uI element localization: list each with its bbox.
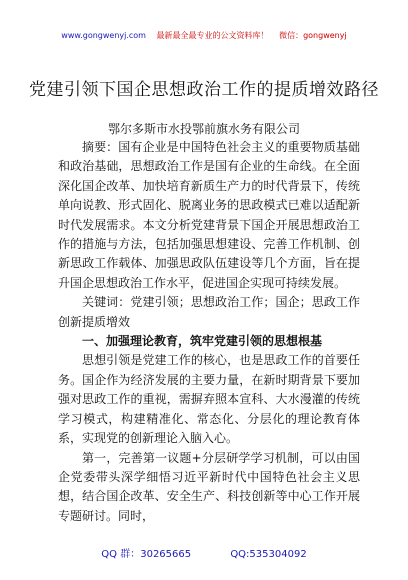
wechat-id: 微信：gongwenyj [279,31,347,40]
qq-number: QQ:535304092 [230,549,307,560]
site-url[interactable]: www.gongwenyj.com [61,31,146,40]
site-banner [0,30,408,41]
body-paragraph-1: 思想引领是党建工作的核心，也是思政工作的首要任务。国企作为经济发展的主要力量，在新时期背景下要加强对思政工作的重视，需摒弃照本宣科、大水漫灌的传统学习模式，构建精准化、常态化、分层化的理论教育体系，实现党的创新理论入脑入心。 [58,353,360,446]
document-body [58,138,360,526]
document-title: 党建引领下国企思想政治工作的提质增效路径 [29,80,379,100]
keywords-paragraph: 关键词：党建引领；思想政治工作；国企；思政工作创新提质增效 [58,295,360,329]
abstract-paragraph: 摘要：国有企业是中国特色社会主义的重要物质基础和政治基础，思想政治工作是国有企业的生命线。在全面深化国企改革、加快培育新质生产力的时代背景下，传统单向说教、形式固化、脱离业务的思政模式已难以适配新时代发展需求。本文分析党建背景下国企开展思想政治工作的措施与方法，包括加强思想建设、完善工作机制、创新思政工作载体、加强思政队伍建设等几个方面，旨在提升国企思想政治工作水平，促进国企实现可持续发展。 [58,140,360,290]
section-heading: 一、加强理论教育，筑牢党建引领的思想根基 [82,334,323,349]
contact-footer [0,545,408,560]
qq-group: QQ 群：30265665 [101,549,192,560]
document-author: 鄂尔多斯市水投鄂前旗水务有限公司 [107,122,300,136]
site-tagline: 最新最全最专业的公文资料库！ [156,31,269,40]
body-paragraph-2: 第一，完善第一议题+分层研学学习机制，可以由国企党委带头深学细悟习近平新时代中国特色社会主义思想，结合国企改革、安全生产、科技创新等中心工作开展专题研讨。同时， [58,450,360,523]
